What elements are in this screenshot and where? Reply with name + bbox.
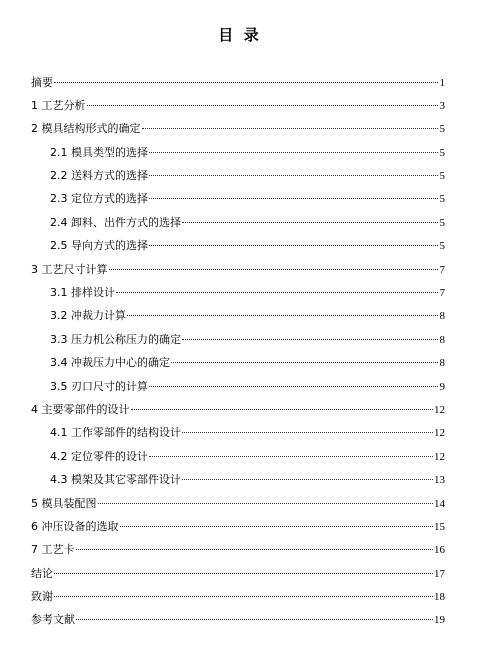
- toc-entry-label: 参考文献: [31, 613, 75, 626]
- toc-dot-leader: [76, 619, 433, 620]
- toc-dot-leader: [76, 549, 434, 550]
- toc-entry-3-1[interactable]: [50, 285, 445, 301]
- toc-entry-6[interactable]: [31, 519, 445, 535]
- toc-entry-7[interactable]: [31, 542, 445, 558]
- toc-dot-leader: [98, 503, 434, 504]
- toc-entry-number: 2.5: [50, 239, 71, 252]
- toc-entry-page: 7: [439, 287, 445, 299]
- toc-entry-number: 3: [31, 263, 42, 276]
- toc-entry-number: 3.2: [50, 309, 71, 322]
- toc-entry-label: 送料方式的选择: [71, 169, 148, 182]
- toc-entry-number: 4.1: [50, 426, 71, 439]
- toc-entry-page: 8: [439, 357, 445, 369]
- toc-entry-number: 2: [31, 122, 42, 135]
- toc-entry-2-2[interactable]: [50, 168, 445, 184]
- toc-entry-number: 6: [31, 520, 42, 533]
- toc-dot-leader: [116, 292, 438, 293]
- toc-entry-page: 3: [439, 100, 445, 112]
- toc-entry-2-3[interactable]: [50, 191, 445, 207]
- toc-entry-label: 致谢: [31, 590, 53, 603]
- toc-entry-page: 12: [434, 427, 445, 439]
- toc-entry-label: 定位方式的选择: [71, 192, 148, 205]
- toc-dot-leader: [149, 386, 438, 387]
- toc-entry-page: 8: [439, 334, 445, 346]
- toc-entry-label: 摘要: [31, 76, 53, 89]
- toc-title: 目 录: [218, 26, 259, 44]
- toc-dot-leader: [149, 152, 438, 153]
- toc-entry-label: 刃口尺寸的计算: [71, 380, 148, 393]
- toc-entry-label: 工作零部件的结构设计: [71, 426, 181, 439]
- toc-dot-leader: [149, 198, 438, 199]
- toc-entry-3-2[interactable]: [50, 308, 445, 324]
- toc-entry-4[interactable]: [31, 402, 445, 418]
- toc-entry-3-3[interactable]: [50, 332, 445, 348]
- toc-dot-leader: [182, 339, 438, 340]
- toc-entry-page: 5: [439, 193, 445, 205]
- toc-entry-4-1[interactable]: [50, 425, 445, 441]
- toc-entry-page: 14: [434, 498, 445, 510]
- toc-entry-label: 模具装配图: [41, 497, 97, 510]
- toc-entry-label: 冲裁压力中心的确定: [71, 356, 170, 369]
- toc-dot-leader: [127, 315, 438, 316]
- toc-entry-number: 3.1: [50, 286, 71, 299]
- toc-entry-label: 模具类型的选择: [71, 146, 148, 159]
- toc-entry-label: 排样设计: [71, 286, 115, 299]
- toc-entry-1[interactable]: [31, 98, 445, 114]
- toc-entry-number: 4.3: [50, 473, 71, 486]
- toc-entry-number: 2.3: [50, 192, 71, 205]
- toc-entry-number: 2.1: [50, 146, 71, 159]
- toc-entry-page: 5: [439, 240, 445, 252]
- toc-dot-leader: [54, 82, 438, 83]
- toc-entry-label: 卸料、出件方式的选择: [71, 216, 181, 229]
- toc-entry-page: 17: [434, 568, 445, 580]
- toc-entry-4-3[interactable]: [50, 472, 445, 488]
- toc-entry-page: 5: [439, 147, 445, 159]
- toc-entry-2[interactable]: [31, 121, 445, 137]
- toc-entry-page: 1: [439, 77, 445, 89]
- toc-entry-label: 冲裁力计算: [71, 309, 126, 322]
- toc-entry-label: 工艺尺寸计算: [41, 263, 108, 276]
- toc-entry-page: 12: [434, 404, 445, 416]
- toc-entry-label: 工艺卡: [41, 543, 75, 556]
- toc-entry-number: 3.3: [50, 333, 71, 346]
- toc-entry-page: 7: [439, 264, 445, 276]
- toc-entry-page: 19: [434, 614, 445, 626]
- toc-entry-page: 5: [439, 217, 445, 229]
- toc-entry-3-4[interactable]: [50, 355, 445, 371]
- toc-dot-leader: [149, 456, 433, 457]
- toc-dot-leader: [87, 105, 439, 106]
- toc-dot-leader: [54, 573, 433, 574]
- toc-entry-page: 16: [434, 544, 445, 556]
- toc-entry-page: 5: [439, 170, 445, 182]
- toc-entry-acknowledgements[interactable]: [31, 589, 445, 605]
- toc-dot-leader: [182, 479, 433, 480]
- toc-entry-label: 结论: [31, 567, 53, 580]
- toc-entry-5[interactable]: [31, 496, 445, 512]
- toc-entry-label: 模架及其它零部件设计: [71, 473, 181, 486]
- toc-entry-4-2[interactable]: [50, 449, 445, 465]
- toc-entry-label: 工艺分析: [41, 99, 86, 112]
- toc-entry-page: 15: [434, 521, 445, 533]
- toc-entry-2-5[interactable]: [50, 238, 445, 254]
- toc-entry-3-5[interactable]: [50, 379, 445, 395]
- toc-dot-leader: [182, 432, 433, 433]
- toc-entry-page: 9: [439, 381, 445, 393]
- toc-entry-number: 2.4: [50, 216, 71, 229]
- toc-entry-2-1[interactable]: [50, 145, 445, 161]
- toc-entry-number: 4.2: [50, 450, 71, 463]
- toc-entry-page: 13: [434, 474, 445, 486]
- toc-entry-label: 导向方式的选择: [71, 239, 148, 252]
- toc-dot-leader: [54, 596, 433, 597]
- toc-entry-number: 3.4: [50, 356, 71, 369]
- toc-entry-number: 7: [31, 543, 42, 556]
- toc-dot-leader: [171, 362, 438, 363]
- toc-entry-page: 8: [439, 310, 445, 322]
- toc-entry-number: 2.2: [50, 169, 71, 182]
- toc-entry-label: 冲压设备的选取: [41, 520, 119, 533]
- toc-entry-page: 18: [434, 591, 445, 603]
- toc-entry-label: 主要零部件的设计: [41, 403, 130, 416]
- toc-dot-leader: [149, 245, 438, 246]
- toc-entry-2-4[interactable]: [50, 215, 445, 231]
- toc-entry-number: 1: [31, 99, 42, 112]
- toc-entry-number: 5: [31, 497, 42, 510]
- toc-entry-references[interactable]: [31, 612, 445, 628]
- toc-dot-leader: [131, 409, 434, 410]
- toc-dot-leader: [149, 175, 438, 176]
- toc-entry-number: 4: [31, 403, 42, 416]
- toc-entry-label: 压力机公称压力的确定: [71, 333, 181, 346]
- toc-entry-page: 12: [434, 451, 445, 463]
- toc-entry-3[interactable]: [31, 262, 445, 278]
- toc-entry-conclusion[interactable]: [31, 566, 445, 582]
- toc-entry-label: 模具结构形式的确定: [41, 122, 141, 135]
- toc-entry-abstract[interactable]: [31, 75, 445, 91]
- toc-entry-page: 5: [439, 123, 445, 135]
- toc-dot-leader: [120, 526, 434, 527]
- toc-dot-leader: [142, 128, 439, 129]
- toc-dot-leader: [182, 222, 438, 223]
- toc-dot-leader: [109, 269, 439, 270]
- toc-entry-label: 定位零件的设计: [71, 450, 148, 463]
- toc-entry-number: 3.5: [50, 380, 71, 393]
